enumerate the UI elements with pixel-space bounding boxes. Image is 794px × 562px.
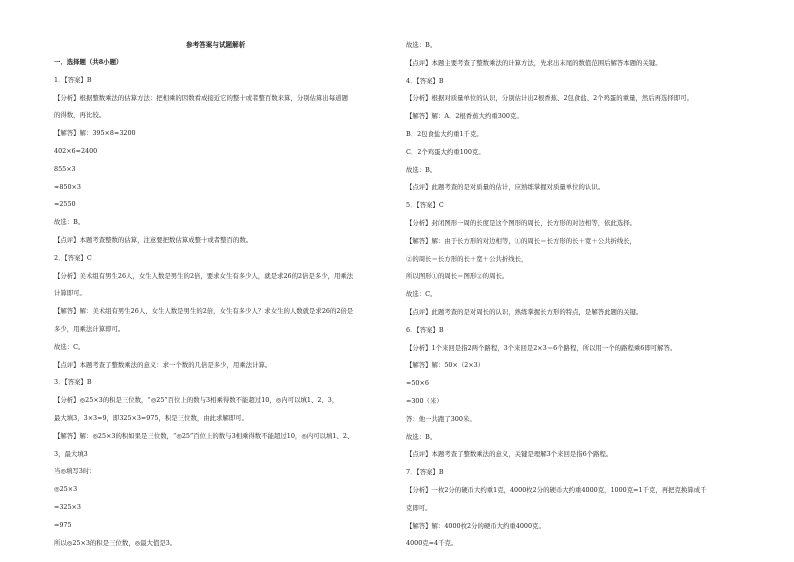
text-line: 【解答】解：50×（2×3） [406,361,485,370]
text-line: 【分析】根据对质量单位的认识，分别估计出2根香蕉、2包食盐、2个鸡蛋的重量，然后再选择即可。 [406,94,693,103]
text-line: 【点评】此题考查的是对周长的认识，熟练掌握长方形的特点，是解答此题的关键。 [406,308,643,316]
text-line: 故选：B。 [406,432,437,441]
text-line: 【点评】本题考查了整数乘法的意义：求一个数的几倍是多少，用乘法计算。 [54,360,272,369]
text-line: 7．【答案】B [406,468,444,477]
page-title: 参考答案与试题解析 [186,41,246,49]
text-line: 所以◎25×3的积是三位数，◎最大值是3。 [54,538,177,547]
text-line: 【分析】1个来回是指2两个路程，3个来回是2×3＝6个路程，所以用一个的路程乘6即可解答。 [406,343,677,352]
text-line: 【分析】一枚2分的硬币大约重1克，4000枚2分的硬币大约重4000克，1000克=1千克，再把克换算成千 [406,486,707,494]
text-line: 【分析】封闭图形一周的长度是这个图形的周长，长方形的对边相等，依此选择。 [406,219,637,227]
text-line: 【解答】解：美术组有男生26人，女生人数是男生的2倍，女生有多少人？求女生的人数就是求26的2倍是 [54,307,354,316]
text-line: 克即可。 [406,503,432,512]
text-line: 【分析】美术组有男生26人，女生人数是男生的2倍，要求女生有多少人，就是求26的2倍是多少，用乘法 [54,271,354,280]
text-line: 【点评】此题考查的是对质量的估计，应熟练掌握对质量单位的认识。 [406,183,605,192]
text-line: C．2个鸡蛋大约重100克。 [406,147,485,156]
text-line: 【解答】解：4000枚2分的硬币大约重4000克。 [406,521,545,530]
text-line: 故选：C。 [54,342,85,351]
text-line: 【分析】根据整数乘法的估算方法：把相乘的因数看成接近它的整十或者整百数来算，分别估算出每道题 [54,93,348,102]
text-line: 故选：C。 [406,290,437,299]
text-line: 最大填3，3×3=9，即325×3=975，积是三位数，由此求解即可。 [54,414,248,422]
text-line: 2．【答案】C [54,253,92,262]
text-line: 1．【答案】B [54,75,92,84]
text-line: 计算即可。 [54,289,86,298]
text-line: 402×6≈2400 [54,147,98,155]
text-line: 【解答】解：395×8≈3200 [54,129,136,138]
text-line: ≈850×3 [54,182,81,191]
text-line: 4000克=4千克。 [406,539,458,548]
text-line: 一．选择题（共8小题） [54,58,123,66]
text-line: =50×6 [406,379,429,388]
text-line: 当◎填写3时： [54,467,96,476]
text-line: 5．【答案】C [406,201,444,210]
text-line: 4．【答案】B [406,76,444,85]
text-line: 所以图形①的周长＝图形②的周长。 [406,272,509,281]
text-line: 【点评】本题主要考查了整数乘法的计算方法，先求出末尾的数值范围后解答本题的关键。 [406,58,662,67]
text-line: 3．【答案】B [54,378,92,387]
text-line: 【点评】本题考查整数的估算，注意要把数估算成整十或者整百的数。 [54,236,253,244]
text-line: 故选：B。 [406,41,437,49]
text-line: 3，最大填3 [54,449,88,458]
text-line: =975 [54,520,72,529]
text-line: 6．【答案】B [406,325,444,334]
text-line: 答：他一共跑了300米。 [406,414,476,423]
text-line: 855×3 [54,164,76,173]
text-line: ②的周长＝长方形的长＋宽＋公共折线长， [406,254,528,263]
text-line: B．2包食盐大约重1千克。 [406,130,483,138]
text-line: 【分析】◎25×3的积是三位数，“◎25”百位上的数与3相乘得数不能超过10，◎内可以填1、2、3， [54,396,339,405]
text-line: 【解答】解：由于长方形的对边相等，①的周长＝长方形的长＋宽＋公共折线长， [406,236,637,245]
text-line: 故选：B。 [54,218,85,227]
text-line: 【点评】本题考查了整数乘法的意义，关键是理解3个来回是指6个路程。 [406,450,613,459]
text-line: 多少，用乘法计算即可。 [54,325,125,333]
text-line: =2550 [54,200,76,209]
text-line: ◎25×3 [54,485,78,494]
text-line: 【解答】解：◎25×3的积如果是三位数，“◎25”百位上的数与3相乘得数不能超过10，◎内可以填1、2、 [54,431,354,440]
text-line: 的得数，再比较。 [54,111,106,120]
text-line: =300（米） [406,397,443,405]
text-line: =325×3 [54,503,81,511]
text-line: 【解答】解：A．2根香蕉大约重300克。 [406,112,523,121]
text-line: 故选：B。 [406,165,437,174]
